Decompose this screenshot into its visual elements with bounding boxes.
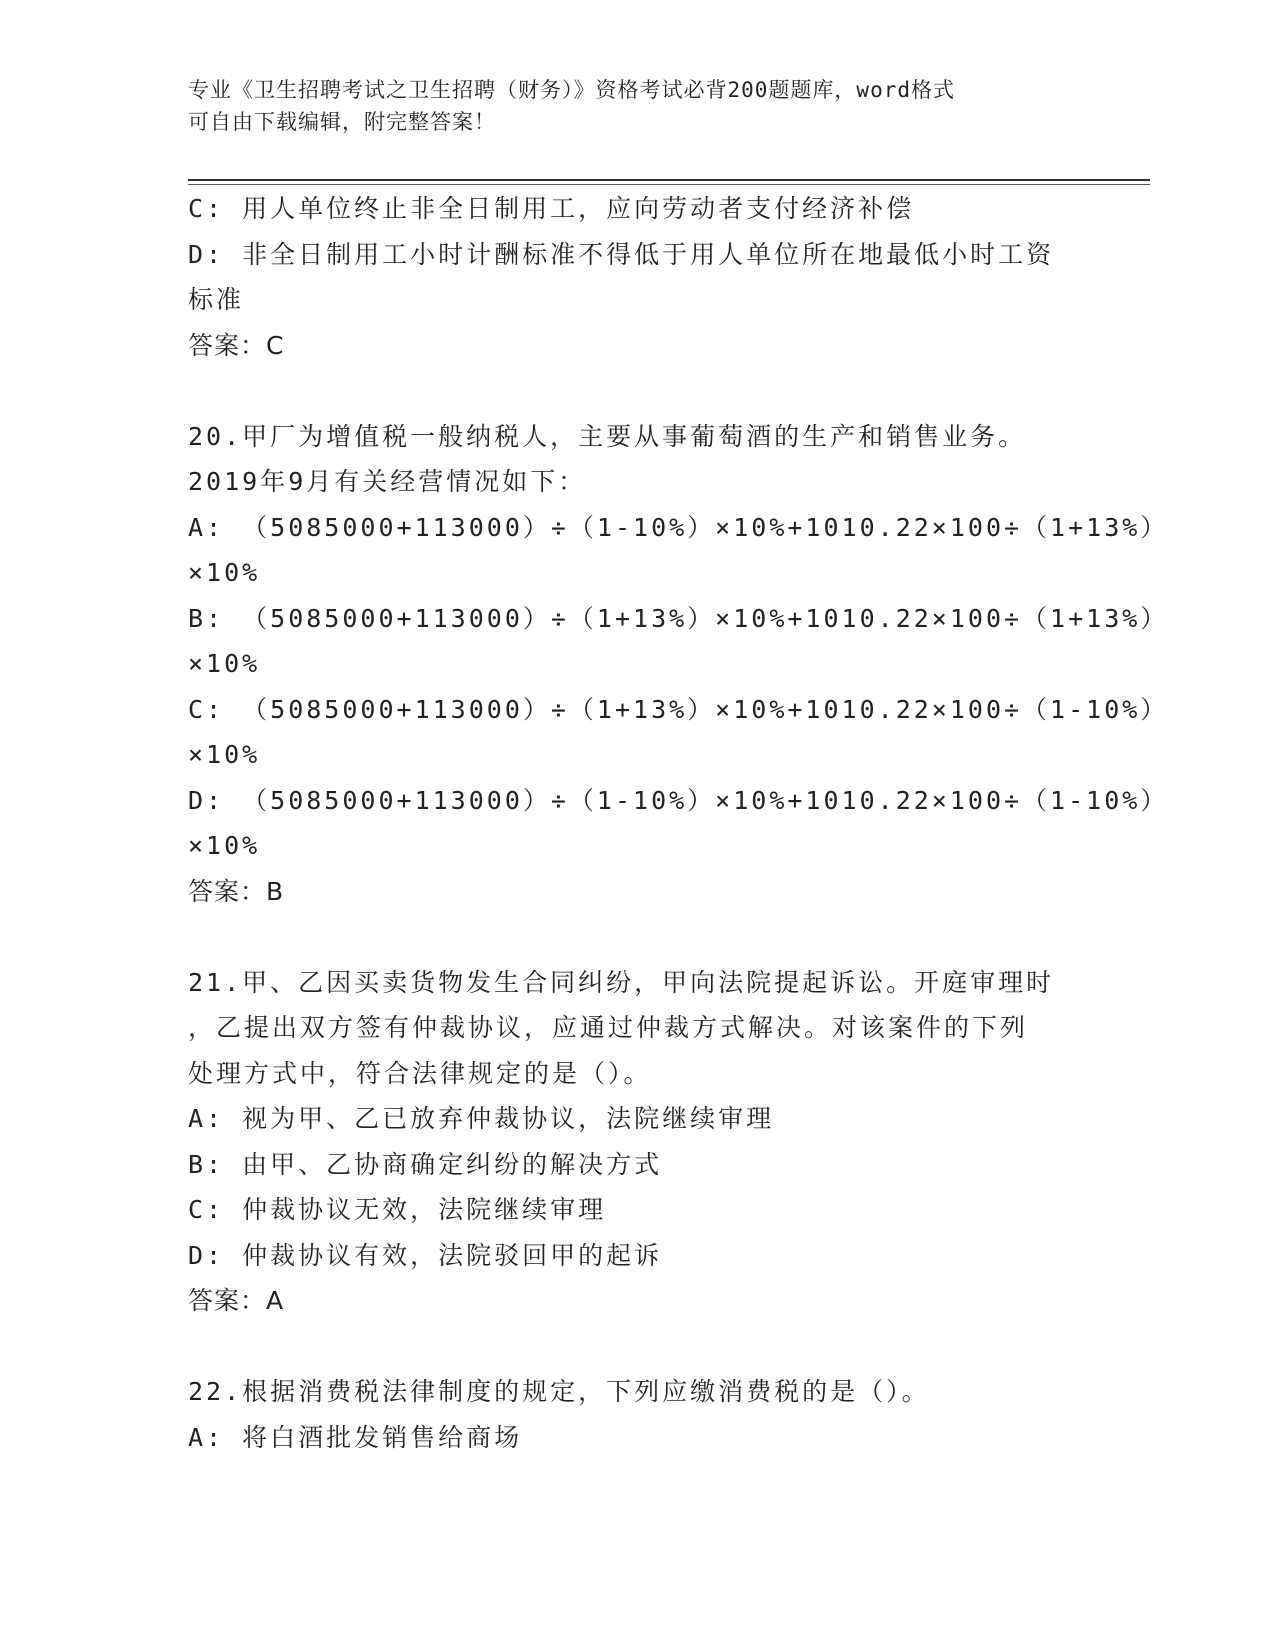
q20-option-b-line2: ×10% [188, 649, 261, 678]
q20-option-d-line1: D: （5085000+113000）÷（1-10%）×10%+1010.22×100÷（1-10%） [188, 785, 1169, 815]
q19-answer: 答案：C [188, 330, 285, 360]
question-list [188, 186, 1169, 1460]
q19-option-d-line1: D: 非全日制用工小时计酬标准不得低于用人单位所在地最低小时工资 [188, 239, 1055, 269]
header-divider-thin [188, 184, 1150, 185]
header-divider-thick [188, 179, 1150, 181]
q21-option-b: B: 由甲、乙协商确定纠纷的解决方式 [188, 1149, 663, 1179]
question-gap [188, 368, 1088, 414]
q20-option-d-line2: ×10% [188, 831, 261, 860]
q22-stem-line1: 22.根据消费税法律制度的规定，下列应缴消费税的是（）。 [188, 1377, 930, 1406]
document-header [188, 74, 1068, 138]
q20-option-c-line2: ×10% [188, 740, 261, 769]
q19-option-c: C: 用人单位终止非全日制用工，应向劳动者支付经济补偿 [188, 194, 915, 223]
q21-stem-line3: 处理方式中，符合法律规定的是（）。 [188, 1058, 652, 1088]
q20-option-c-line1: C: （5085000+113000）÷（1+13%）×10%+1010.22×100÷（1-10%） [188, 694, 1169, 724]
q20-option-a-line2: ×10% [188, 558, 261, 587]
q21-option-c: C: 仲裁协议无效，法院继续审理 [188, 1195, 607, 1224]
question-gap [188, 1324, 1088, 1370]
q20-option-a-line1: A: （5085000+113000）÷（1-10%）×10%+1010.22×100÷（1+13%） [188, 512, 1169, 542]
q21-stem-line2: ，乙提出双方签有仲裁协议，应通过仲裁方式解决。对该案件的下列 [188, 1013, 1029, 1042]
q20-answer: 答案：B [188, 876, 285, 906]
q20-stem-line2: 2019年9月有关经营情况如下： [188, 467, 587, 496]
q21-option-d: D: 仲裁协议有效，法院驳回甲的起诉 [188, 1240, 663, 1270]
q20-option-b-line1: B: （5085000+113000）÷（1+13%）×10%+1010.22×100÷（1+13%） [188, 603, 1169, 633]
header-title-line2: 可自由下载编辑，附完整答案！ [188, 110, 496, 134]
q22-option-a: A: 将白酒批发销售给商场 [188, 1422, 523, 1452]
q21-option-a: A: 视为甲、乙已放弃仲裁协议，法院继续审理 [188, 1104, 775, 1133]
header-title-line1: 专业《卫生招聘考试之卫生招聘（财务）》资格考试必背200题题库，word格式 [188, 78, 955, 102]
q20-stem-line1: 20.甲厂为增值税一般纳税人，主要从事葡萄酒的生产和销售业务。 [188, 421, 1027, 451]
q21-answer: 答案：A [188, 1286, 285, 1315]
q19-option-d-line2: 标准 [188, 285, 245, 314]
q21-stem-line1: 21.甲、乙因买卖货物发生合同纠纷，甲向法院提起诉讼。开庭审理时 [188, 967, 1055, 997]
question-gap [188, 914, 1088, 960]
